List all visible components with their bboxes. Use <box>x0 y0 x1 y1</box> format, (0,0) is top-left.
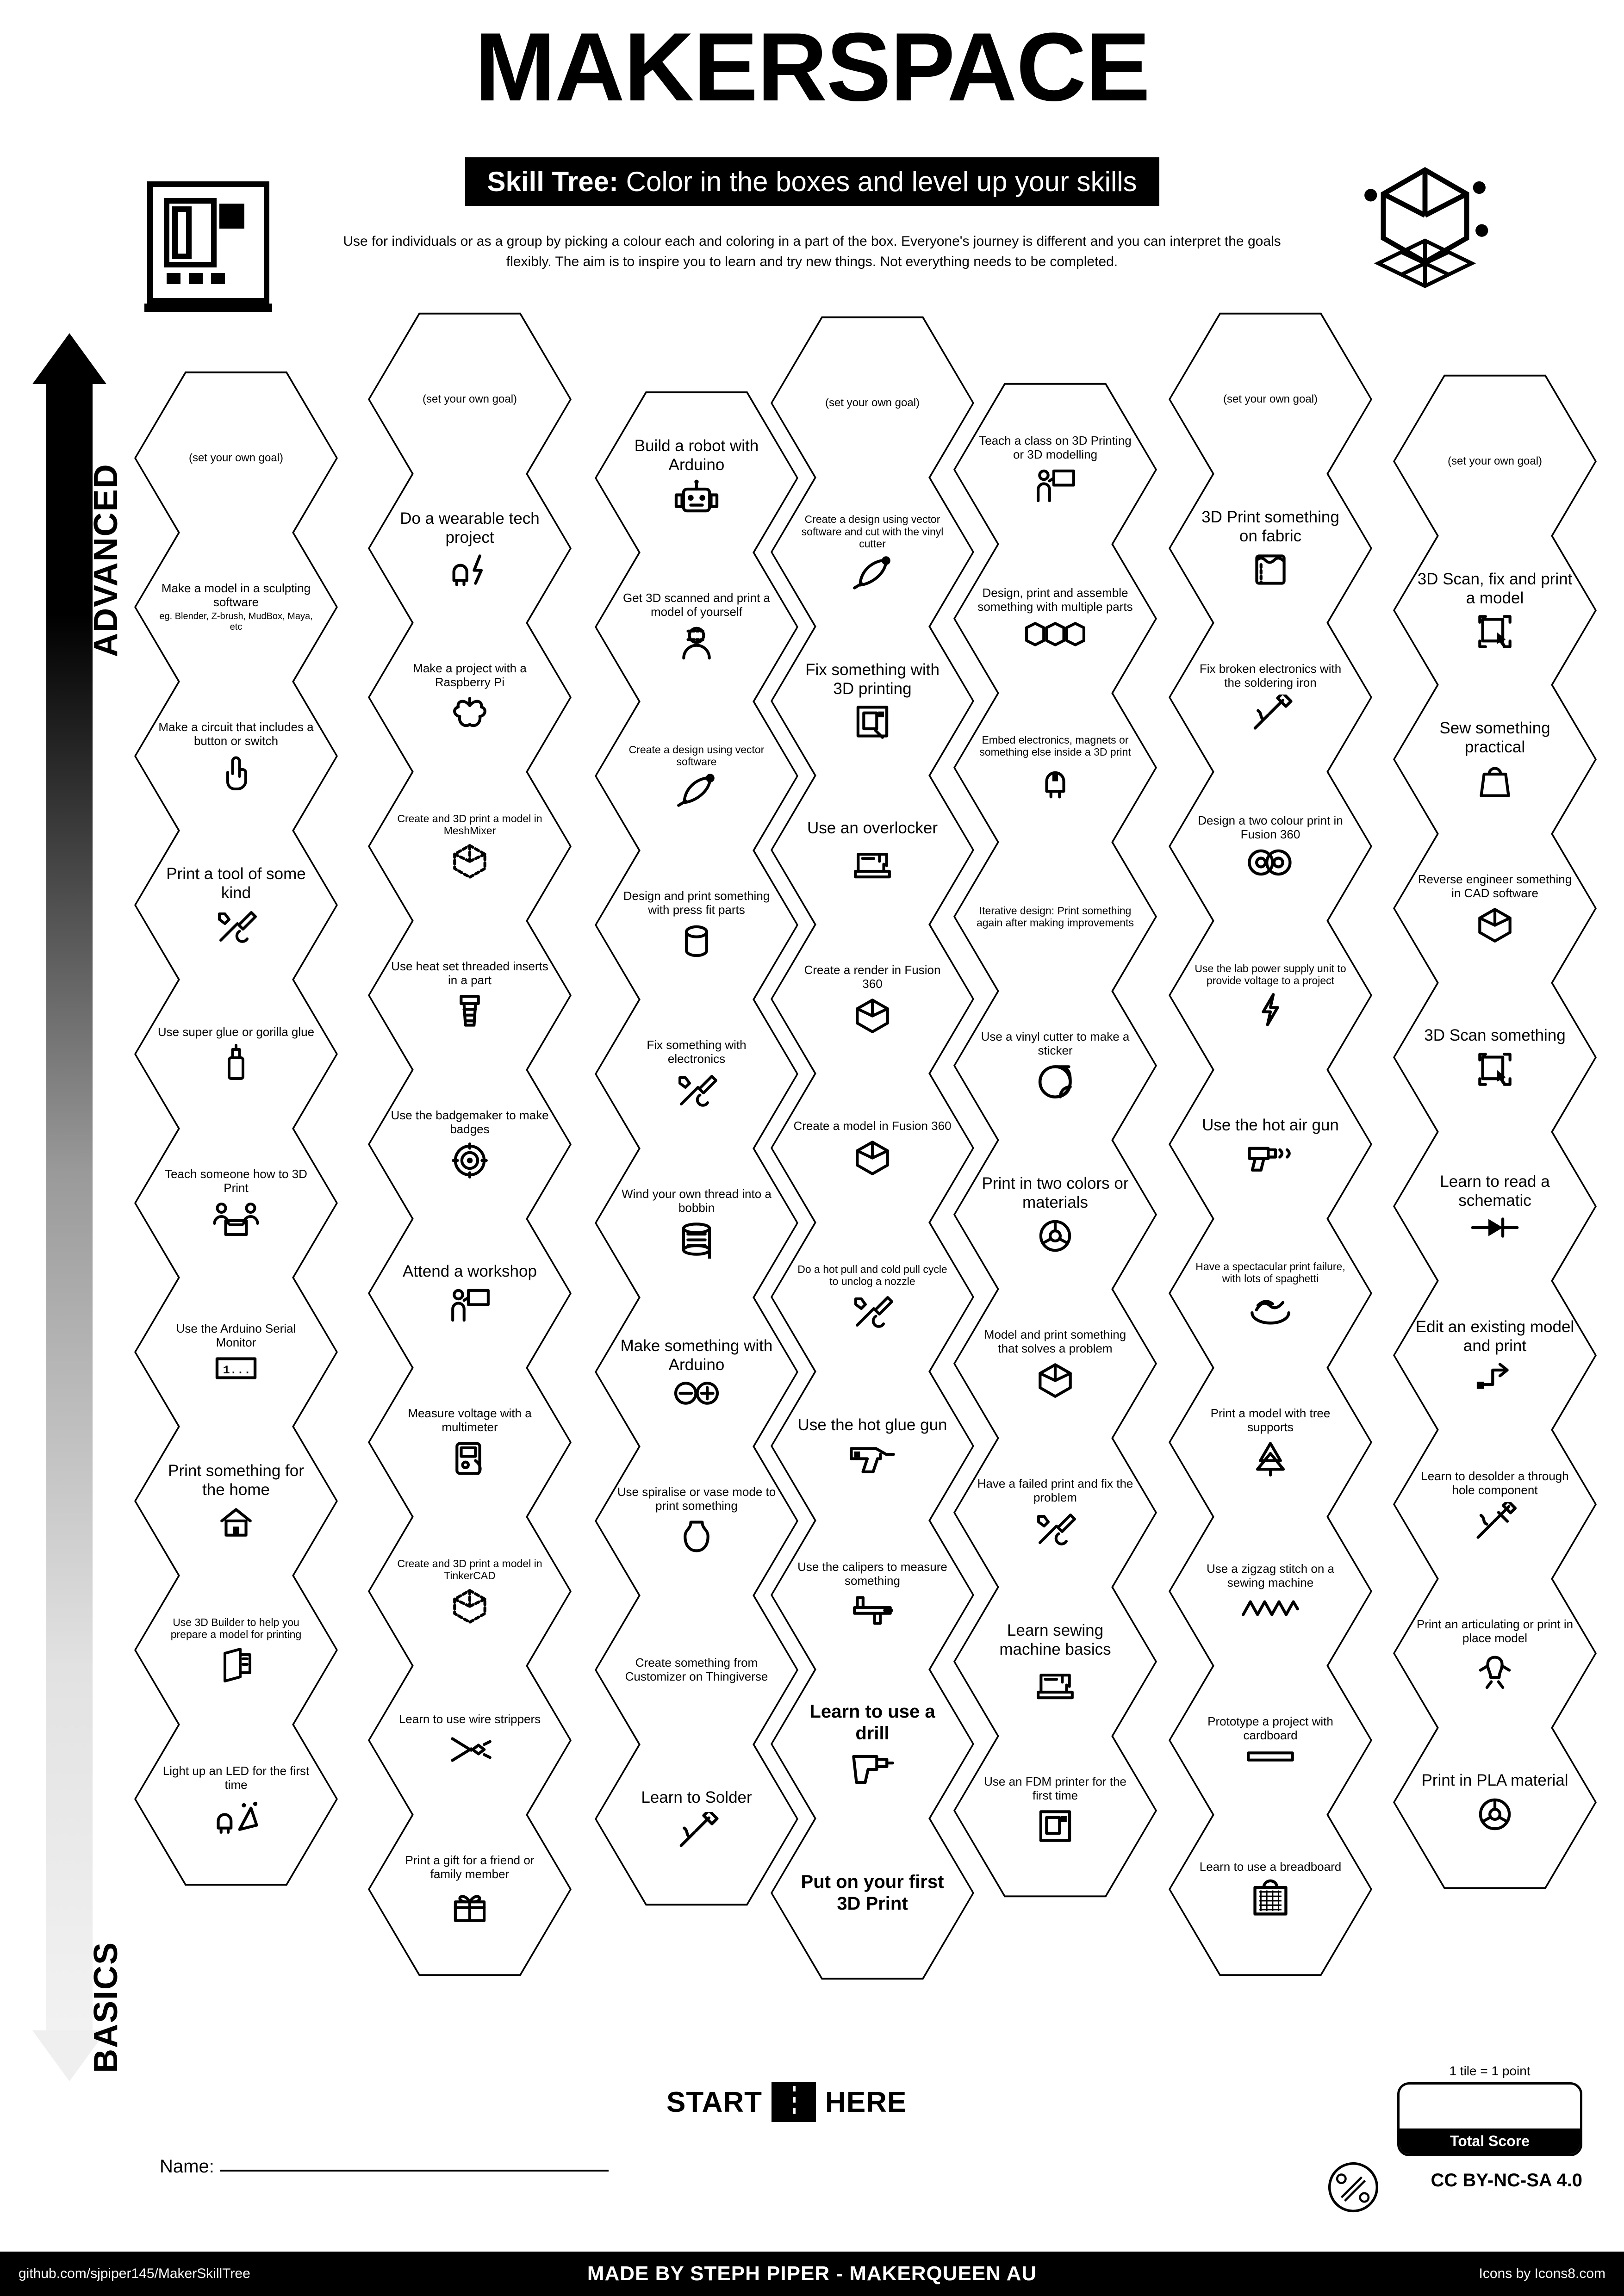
glue-bottle-icon <box>220 1044 252 1083</box>
robot-icon <box>674 479 719 520</box>
tile-content <box>156 1764 316 1834</box>
tile-label: Print something for the home <box>168 1461 304 1499</box>
tile-label: Print a model with tree supports <box>1210 1406 1331 1434</box>
page-footer <box>0 2252 1624 2296</box>
tile-label: (set your own goal) <box>1447 454 1543 467</box>
tile-content <box>1415 1317 1574 1394</box>
tile-label: Edit an existing model and print <box>1415 1317 1574 1355</box>
led-party-icon <box>211 1797 261 1834</box>
skill-tile[interactable] <box>771 1803 974 1983</box>
breadboard-icon <box>1251 1879 1290 1918</box>
tile-label: Embed electronics, magnets or something else inside a 3D print <box>979 733 1131 758</box>
skill-tile[interactable] <box>368 1799 572 1980</box>
footer-credit: MADE BY STEPH PIPER - MAKERQUEEN AU <box>587 2262 1037 2285</box>
teach-printer-icon <box>211 1200 261 1239</box>
skill-tile[interactable] <box>953 1720 1157 1901</box>
cube-dashed-icon <box>450 841 489 880</box>
tile-label: Build a robot with Arduino <box>634 436 759 474</box>
presenter-icon <box>448 1286 491 1325</box>
tile-content <box>390 1262 549 1324</box>
tile-content <box>976 734 1135 802</box>
wearable-led-icon <box>447 552 493 588</box>
tile-content <box>156 720 316 792</box>
tile-content <box>1191 962 1350 1029</box>
subtitle-label: Skill Tree: <box>487 166 618 197</box>
tile-content <box>1191 662 1350 732</box>
cylinder-icon <box>680 922 713 961</box>
tile-content <box>617 1187 776 1259</box>
tile-label: Make a model in a sculpting software <box>161 581 311 609</box>
tile-label: Do a wearable tech project <box>400 509 540 546</box>
soldering-iron-icon <box>674 1812 719 1850</box>
tile-label: Use a vinyl cutter to make a sticker <box>981 1030 1130 1057</box>
tile-content <box>617 1336 776 1408</box>
tile-content <box>390 509 549 588</box>
sewing-machine-icon <box>851 843 894 881</box>
tile-label: Prototype a project with cardboard <box>1207 1714 1333 1742</box>
tile-content <box>1415 1026 1574 1088</box>
drill-icon <box>849 1749 896 1787</box>
tile-content <box>1415 873 1574 944</box>
tile-label: Learn to use a drill <box>809 1701 935 1744</box>
score-note: 1 tile = 1 point <box>1449 2064 1531 2078</box>
tile-label: 3D Scan, fix and print a model <box>1417 570 1573 607</box>
tile-content <box>390 1713 549 1768</box>
tile-label: 3D Scan something <box>1424 1026 1566 1045</box>
tile-label: Create a render in Fusion 360 <box>804 963 941 991</box>
tile-content <box>793 1263 952 1331</box>
tile-content <box>390 662 549 733</box>
footer-icons-credit: Icons by Icons8.com <box>1479 2266 1605 2281</box>
skill-tile[interactable] <box>1393 1712 1597 1893</box>
tile-label: Use the hot air gun <box>1202 1116 1339 1135</box>
tile-label: Get 3D scanned and print a model of yourself <box>623 591 770 619</box>
tile-content <box>1191 1860 1350 1918</box>
tree-icon <box>1253 1439 1288 1478</box>
intro-text: Use for individuals or as a group by picking a colour each and coloring in a part of the box. Everyone's journey is different and you can interpret the goals flexibly. The aim is to inspire you to learn and try new things. Not everything needs to be completed. <box>343 234 1281 269</box>
score-frame[interactable] <box>1397 2082 1582 2156</box>
soldering-iron-icon <box>1248 695 1293 732</box>
scan-icon <box>1475 612 1514 651</box>
tile-label: Design and print something with press fit parts <box>623 889 770 917</box>
tile-label: Use the hot glue gun <box>797 1416 947 1434</box>
tile-label: Use an FDM printer for the first time <box>984 1775 1126 1802</box>
tile-label: Put on your first 3D Print <box>801 1871 944 1914</box>
cube-icon <box>853 996 892 1035</box>
cardboard-icon <box>1245 1747 1296 1766</box>
hand-press-icon <box>218 753 254 792</box>
tile-content <box>1191 508 1350 590</box>
multimeter-icon <box>451 1439 488 1478</box>
tile-label: Print in two colors or materials <box>982 1174 1129 1211</box>
desolder-icon <box>1472 1502 1518 1539</box>
bolt-icon <box>1257 991 1283 1028</box>
heat-gun-icon <box>1245 1140 1296 1173</box>
tile-content <box>793 1701 952 1787</box>
wire-strippers-icon <box>447 1731 493 1768</box>
tile-content <box>976 1174 1135 1256</box>
tile-content <box>156 1616 316 1684</box>
svg-text:1...: 1... <box>223 1363 251 1377</box>
tile-content <box>1191 1407 1350 1478</box>
tile-label: Use super glue or gorilla glue <box>157 1025 315 1039</box>
tile-content <box>1415 1618 1574 1689</box>
tile-content <box>793 1560 952 1630</box>
tile-content <box>617 1485 776 1557</box>
tile-label: Do a hot pull and cold pull cycle to unclog a nozzle <box>797 1263 947 1287</box>
tile-content <box>1191 1562 1350 1620</box>
road-icon <box>772 2082 816 2122</box>
cube-icon <box>1036 1360 1075 1399</box>
arduino-icon <box>671 1379 722 1408</box>
tile-content <box>156 1025 316 1083</box>
tile-content <box>1191 1116 1350 1173</box>
tile-label: Use the lab power supply unit to provide voltage to a project <box>1195 962 1346 987</box>
skill-tile[interactable] <box>134 1709 338 1889</box>
cube-icon <box>1475 905 1514 944</box>
printer-fix-icon <box>853 703 891 742</box>
tile-label: Make something with Arduino <box>620 1336 773 1374</box>
tile-label: Light up an LED for the first time <box>162 1764 310 1792</box>
tile-label: Sew something practical <box>1439 719 1550 756</box>
tile-label: Design, print and assemble something with multiple parts <box>977 586 1133 614</box>
tools-icon <box>851 1292 894 1331</box>
tile-label: Use the calipers to measure something <box>797 1560 947 1588</box>
tile-content <box>1415 719 1574 800</box>
tile-content <box>793 513 952 590</box>
bag-icon <box>1478 761 1512 800</box>
vector-pen-icon <box>676 772 717 808</box>
embed-led-icon <box>1038 763 1072 801</box>
total-score-box <box>1397 2064 1582 2156</box>
articulating-icon <box>1475 1650 1514 1689</box>
tile-label: Create a design using vector software and cut with the vinyl cutter <box>801 513 944 550</box>
tools-icon <box>1034 1509 1076 1548</box>
tile-content <box>1191 393 1350 406</box>
tile-label: Use an overlocker <box>807 819 938 838</box>
page-title: MAKERSPACE <box>474 12 1150 121</box>
tile-label: Print a tool of some kind <box>166 864 306 902</box>
two-colour-icon <box>1245 846 1296 879</box>
tile-label: Make a project with a Raspberry Pi <box>413 661 527 689</box>
tile-label: Make a circuit that includes a button or switch <box>158 720 314 748</box>
tile-content <box>390 1854 549 1925</box>
tile-label: Learn to read a schematic <box>1440 1172 1550 1210</box>
tile-content <box>793 819 952 881</box>
skill-tile[interactable] <box>595 1729 798 1909</box>
tile-label: Use spiralise or vase mode to print something <box>617 1485 776 1513</box>
skill-tile[interactable] <box>1169 1799 1372 1980</box>
tile-label: Learn sewing machine basics <box>999 1621 1111 1658</box>
tile-label: Print in PLA material <box>1421 1771 1568 1790</box>
tile-label: Have a spectacular print failure, with lots of spaghetti <box>1195 1260 1345 1285</box>
sticker-icon <box>1036 1062 1075 1101</box>
license-text: CC BY-NC-SA 4.0 <box>1431 2170 1582 2191</box>
tile-content <box>156 452 316 465</box>
name-field[interactable] <box>160 2156 609 2177</box>
cube-icon <box>853 1138 892 1177</box>
fabric-icon <box>1251 550 1290 589</box>
axis-label-advanced: ADVANCED <box>87 463 124 657</box>
scan-icon <box>1475 1050 1514 1089</box>
bobbin-icon <box>677 1220 716 1259</box>
raspberry-pi-icon <box>450 694 489 733</box>
printer-icon <box>1036 1807 1074 1846</box>
tile-content <box>1191 814 1350 879</box>
here-label: HERE <box>825 2086 907 2118</box>
tile-content <box>793 963 952 1035</box>
spaghetti-icon <box>1249 1289 1292 1326</box>
tile-content <box>976 1621 1135 1703</box>
tile-label: Fix something with 3D printing <box>805 660 940 698</box>
tile-label: Model and print something that solves a problem <box>984 1328 1126 1355</box>
tile-content <box>156 1461 316 1541</box>
tile-label: (set your own goal) <box>188 451 284 464</box>
multi-cubes-icon <box>1025 619 1085 651</box>
tile-label: (set your own goal) <box>825 396 920 409</box>
score-label: Total Score <box>1400 2128 1580 2154</box>
person-scan-icon <box>678 624 715 663</box>
tile-content <box>617 889 776 961</box>
tile-content <box>390 960 549 1031</box>
tile-content <box>793 1871 952 1915</box>
tile-content <box>156 1322 316 1382</box>
tile-label: Attend a workshop <box>403 1262 537 1281</box>
tile-label: Create a model in Fusion 360 <box>793 1119 952 1133</box>
badge-icon <box>450 1141 489 1180</box>
tools-icon <box>215 907 257 946</box>
tile-content <box>976 434 1135 505</box>
tile-content <box>390 393 549 406</box>
tile-content <box>617 1656 776 1684</box>
tile-label: Learn to desolder a through hole component <box>1421 1469 1569 1497</box>
tile-content <box>617 744 776 809</box>
tile-label: Reverse engineer something in CAD software <box>1418 872 1572 900</box>
tile-content <box>617 1038 776 1110</box>
tile-content <box>1415 1771 1574 1833</box>
tile-content <box>390 1109 549 1180</box>
tile-content <box>156 864 316 946</box>
name-input-rule[interactable] <box>220 2169 609 2172</box>
tile-content <box>1415 1172 1574 1241</box>
tile-content <box>1191 1260 1350 1327</box>
tile-content <box>1415 455 1574 468</box>
tile-content <box>1415 1470 1574 1539</box>
tile-label: Learn to use a breadboard <box>1199 1860 1342 1874</box>
tile-label: Use a zigzag stitch on a sewing machine <box>1206 1562 1335 1589</box>
tile-label: Wind your own thread into a bobbin <box>622 1187 772 1215</box>
glue-gun-icon <box>847 1440 898 1477</box>
tile-label: Create something from Customizer on Thingiverse <box>625 1656 768 1683</box>
tile-content <box>390 1558 549 1626</box>
tile-label: 3D Print something on fabric <box>1201 508 1339 545</box>
3d-builder-icon <box>218 1645 255 1684</box>
tile-label: Teach a class on 3D Printing or 3D modelling <box>979 434 1132 461</box>
serial-monitor-icon <box>214 1354 258 1382</box>
threaded-insert-icon <box>455 992 485 1031</box>
tile-label: Use 3D Builder to help you prepare a model for printing <box>170 1616 302 1640</box>
tools-icon <box>675 1071 718 1110</box>
name-label: Name: <box>160 2156 214 2177</box>
vase-icon <box>681 1518 712 1557</box>
tile-label: (set your own goal) <box>422 392 517 405</box>
tile-content <box>390 813 549 881</box>
tile-content <box>793 397 952 410</box>
gift-icon <box>449 1886 490 1925</box>
tile-label: Iterative design: Print something again after making improvements <box>976 904 1134 929</box>
subtitle-text: Color in the boxes and level up your skills <box>626 166 1137 197</box>
tile-label: Teach someone how to 3D Print <box>165 1167 307 1195</box>
sewing-machine-icon <box>1034 1663 1076 1702</box>
tile-label: (set your own goal) <box>1223 392 1318 405</box>
tile-content <box>793 1415 952 1476</box>
tile-label: Print a gift for a friend or family member <box>405 1853 535 1881</box>
tile-content <box>617 436 776 520</box>
tile-content <box>976 905 1135 929</box>
home-icon <box>218 1504 255 1541</box>
tile-content <box>617 1788 776 1849</box>
tile-content <box>390 1407 549 1478</box>
tile-label: Design a two colour print in Fusion 360 <box>1198 813 1343 841</box>
zigzag-icon <box>1240 1595 1300 1620</box>
tile-content <box>976 1477 1135 1548</box>
tile-label: Create and 3D print a model in TinkerCAD <box>397 1557 542 1582</box>
start-label: START <box>666 2086 763 2118</box>
tile-content <box>793 660 952 742</box>
axis-label-basics: BASICS <box>87 1941 124 2073</box>
tile-label: Print an articulating or print in place model <box>1416 1617 1574 1645</box>
tile-label: Learn to Solder <box>641 1788 752 1807</box>
tile-content <box>156 1167 316 1239</box>
filament-icon <box>1036 1216 1075 1255</box>
tile-content <box>156 582 316 633</box>
tile-label: Measure voltage with a multimeter <box>408 1406 532 1434</box>
tile-content <box>976 1775 1135 1846</box>
tile-content <box>976 586 1135 651</box>
tile-label: Create a design using vector software <box>628 743 765 768</box>
calipers-icon <box>850 1593 895 1630</box>
presenter-icon <box>1034 466 1076 505</box>
tile-content <box>617 591 776 663</box>
tile-label: Have a failed print and fix the problem <box>977 1477 1133 1504</box>
tile-label: Create and 3D print a model in MeshMixer <box>397 812 542 837</box>
tile-label: Use the Arduino Serial Monitor <box>176 1322 296 1349</box>
tile-label: Fix broken electronics with the soldering iron <box>1199 662 1342 689</box>
tile-label: Fix something with electronics <box>647 1038 747 1066</box>
tile-content <box>976 1030 1135 1101</box>
tile-label: Learn to use wire strippers <box>398 1712 541 1726</box>
tile-label: Use the badgemaker to make badges <box>391 1108 549 1136</box>
footer-link[interactable]: github.com/sjpiper145/MakerSkillTree <box>19 2266 250 2281</box>
tile-label: Use heat set threaded inserts in a part <box>391 959 548 987</box>
diode-icon <box>1469 1215 1520 1241</box>
tile-content <box>793 1119 952 1177</box>
creative-commons-icon <box>1328 2162 1379 2213</box>
filament-icon <box>1475 1795 1514 1834</box>
tile-sublabel: eg. Blender, Z-brush, MudBox, Maya, etc <box>159 611 313 632</box>
vector-pen-icon <box>852 555 893 591</box>
cube-dashed-icon <box>450 1586 489 1625</box>
tile-content <box>1415 570 1574 652</box>
edit-model-icon <box>1474 1360 1516 1393</box>
start-here-banner <box>666 2082 907 2122</box>
tile-content <box>1191 1715 1350 1766</box>
tile-content <box>976 1328 1135 1399</box>
